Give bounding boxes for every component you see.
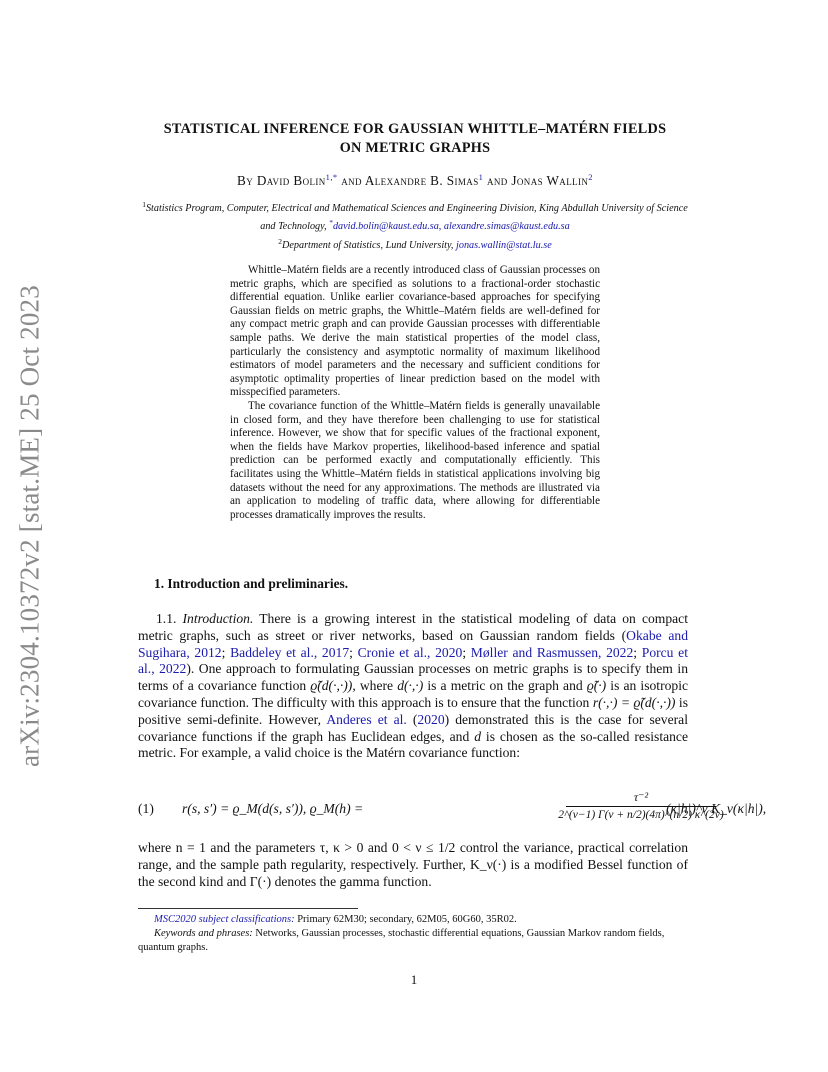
equation-lhs: r(s, s′) = ϱ_M(d(s, s′)), ϱ_M(h) = — [182, 801, 364, 816]
author-simas-mark[interactable]: 1 — [478, 172, 484, 182]
intro-text: , where — [352, 678, 398, 694]
intro-text: ) demonstrated this is the case for several covariance functions if the graph has Euclidean edges, and — [138, 711, 688, 744]
affiliation-2 — [140, 235, 690, 253]
intro-paragraph — [138, 611, 688, 762]
math-inline: r(·,·) = ϱ̃(d(·,·)) — [592, 694, 676, 710]
intro-sep: ; — [349, 644, 358, 660]
citation-porcu[interactable]: Porcu et al., 2022 — [138, 644, 688, 677]
section-heading: 1. Introduction and preliminaries. — [154, 576, 349, 591]
citation-anderes[interactable]: Anderes et al. — [326, 711, 407, 727]
author-simas: and Alexandre B. Simas — [337, 173, 479, 188]
math-inline: ϱ̃(d(·,·)) — [310, 678, 353, 694]
math-inline: d — [474, 728, 481, 744]
intro-text: ). One approach to formulating Gaussian processes on metric graphs is to specify them in terms of a covariance function — [138, 661, 688, 694]
intro-text: There is a growing interest in the statistical modeling of data on compact metric graphs, such as street or river networks, based on Gaussian random fields ( — [138, 611, 688, 643]
intro-text: is an isotropic covariance function. The difficulty with this approach is to ensure that the function — [138, 678, 689, 710]
author-wallin: and Jonas Wallin — [483, 173, 589, 188]
aff2-text: Department of Statistics, Lund University, — [282, 240, 457, 251]
author-bolin-mark[interactable]: 1,* — [325, 172, 338, 182]
math-inline: d(·,·) — [397, 678, 424, 694]
aff2-email[interactable]: jonas.wallin@stat.lu.se — [456, 240, 552, 251]
abstract-paragraph-1: Whittle–Matérn fields are a recently introduced class of Gaussian processes on metric graphs, which are specified as solutions to a fractional-order stochastic differential equation. Unlike earlier covariance-based approaches for specifying Gaussian fields on metric graphs, the Whittle–Matérn fields are well-defined for any compact metric graph and can provide Gaussian processes with differentiable sample paths. We derive the main statistical properties of the model class, particularly the consistency and asymptotic normality of maximum likelihood estimators of model parameters and the necessary and sufficient conditions for asymptotic optimality properties of linear prediction based on the model with misspecified parameters. — [230, 264, 600, 399]
equation-denominator: 2^(ν−1) Γ(ν + n/2)(4π)^(n/2) κ^(2ν) — [558, 809, 724, 821]
intro-sep: ; — [462, 644, 471, 660]
footnote-rule — [138, 908, 358, 909]
citation-baddeley[interactable]: Baddeley et al., 2017 — [230, 644, 350, 660]
title-line-1: STATISTICAL INFERENCE FOR GAUSSIAN WHITTLE–MATÉRN FIELDS — [163, 121, 667, 137]
citation-moller[interactable]: Møller and Rasmussen, 2022 — [470, 644, 634, 660]
title-line-2: ON METRIC GRAPHS — [339, 140, 491, 156]
subsection-title: Introduction. — [182, 611, 254, 626]
msc-link[interactable]: MSC2020 subject classifications: — [154, 914, 295, 925]
equation-1 — [138, 790, 767, 834]
keywords-label: Keywords and phrases: — [154, 927, 253, 939]
aff2-mark: 2 — [278, 237, 282, 246]
aff1-star: * — [329, 217, 333, 227]
intro-text: ( — [406, 711, 418, 727]
intro-sep: ; — [633, 644, 642, 660]
aff1-mark: 1 — [142, 200, 146, 209]
citation-anderes-year[interactable]: 2020 — [417, 711, 445, 727]
intro-text: is a metric on the graph and — [423, 678, 587, 694]
paper-title — [140, 120, 690, 158]
author-bolin: By David Bolin — [237, 173, 326, 188]
abstract-paragraph-2: The covariance function of the Whittle–Matérn fields is generally unavailable in closed form, and they have therefore been challenging to use for statistical inference. However, we show that for specific values of the fractional exponent, when the fields have Markov properties, likelihood-based inference and spatial prediction can be performed exactly and computationally efficiently. This facilitates using the Whittle–Matérn fields in statistical applications involving big datasets without the need for any approximations. The methods are illustrated via an application to modeling of traffic data, where allowing for differentiable processes dramatically improves the results. — [230, 399, 600, 521]
msc-text: Primary 62M30; secondary, 62M05, 60G60, 35R02. — [294, 914, 517, 925]
equation-rhs: (κ|h|)^ν K_ν(κ|h|), — [666, 801, 767, 816]
author-wallin-mark[interactable]: 2 — [588, 172, 593, 182]
arxiv-stamp: arXiv:2304.10372v2 [stat.ME] 25 Oct 2023 — [14, 285, 45, 767]
abstract — [230, 264, 600, 522]
affiliation-1 — [140, 198, 690, 233]
citation-okabe[interactable]: Okabe and Sugihara, 2012 — [138, 627, 688, 660]
equation-numerator: τ⁻² — [633, 790, 649, 804]
intro-sep: ; — [221, 644, 231, 660]
aff1-text: Statistics Program, Computer, Electrical and Mathematical Sciences and Engineering Division, King Abdullah University of Science and Technology, — [145, 203, 688, 232]
subsection-number: 1.1. — [156, 611, 183, 626]
page-number: 1 — [410, 972, 418, 987]
aff1-emails[interactable]: david.bolin@kaust.edu.sa, alexandre.simas@kaust.edu.sa — [332, 220, 570, 232]
post-equation-paragraph: where n = 1 and the parameters τ, κ > 0 and 0 < ν ≤ 1/2 control the variance, practical correlation range, and the sample path regularity, respectively. Further, K_ν(·) is a modified Bessel function of the second kind and Γ(·) denotes the gamma function. — [138, 840, 688, 889]
equation-number: (1) — [138, 801, 154, 816]
keywords-text: Networks, Gaussian processes, stochastic differential equations, Gaussian Markov random fields, quantum graphs. — [138, 927, 665, 953]
math-inline: ϱ̃(·) — [586, 678, 607, 694]
author-line — [140, 172, 690, 189]
intro-text: is chosen as the so-called resistance metric. For example, a valid choice is the Matérn covariance function: — [138, 728, 688, 761]
citation-cronie[interactable]: Cronie et al., 2020 — [357, 644, 463, 660]
intro-text: is positive semi-definite. However, — [138, 694, 688, 727]
footnotes — [138, 913, 688, 954]
